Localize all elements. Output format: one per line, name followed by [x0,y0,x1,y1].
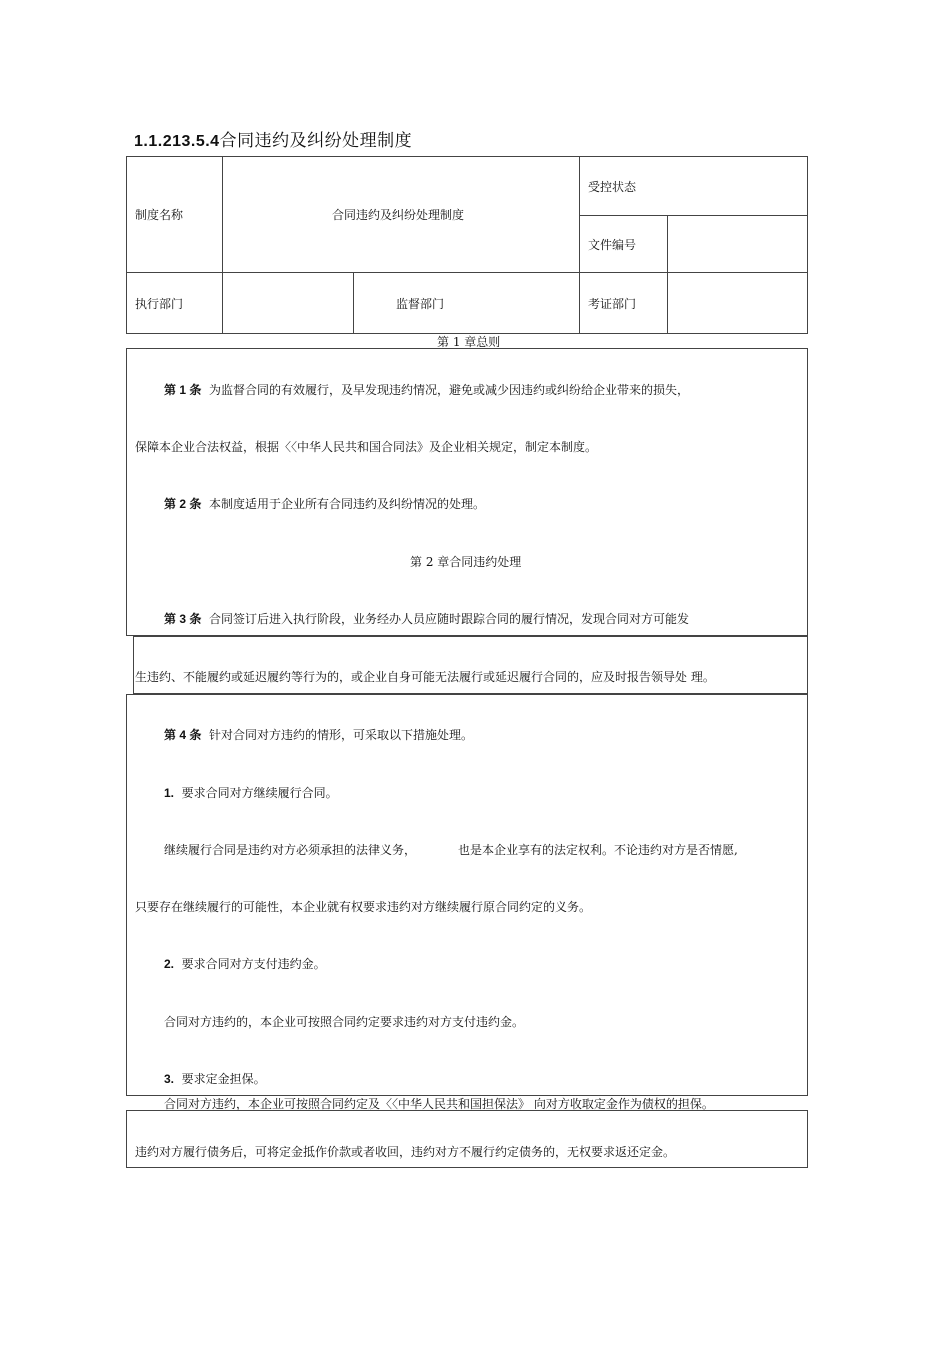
measure-1-line2: 只要存在继续履行的可能性，本企业就有权要求违约对方继续履行原合同约定的义务。 [135,900,592,914]
chapter-2-heading: 第 2 章合同违约处理 [410,555,522,569]
page-title [134,126,412,151]
control-status-label: 受控状态 [588,180,637,194]
body-box-3 [126,694,808,1096]
verify-dept-label: 考证部门 [588,297,637,311]
article-label: 第 3 条 [164,612,202,626]
section-number: 1.1.213.5.4 [134,133,220,150]
article-label: 第 2 条 [164,497,202,511]
measure-text: 要求定金担保。 [181,1072,266,1086]
article-2 [164,497,485,511]
table-divider [579,156,580,334]
exec-dept-label: 执行部门 [135,297,184,311]
section-title: 合同违约及纠纷处理制度 [219,131,413,151]
measure-1-title [164,786,338,800]
measure-3-title [164,1072,266,1086]
table-divider [579,215,808,216]
article-text: 针对合同对方违约的情形，可采取以下措施处理。 [208,728,473,742]
measure-3-line2: 违约对方履行债务后，可将定金抵作价款或者收回，违约对方不履行约定债务的，无权要求返还定金。 [135,1145,676,1159]
measure-1-line1a: 继续履行合同是违约对方必须承担的法律义务， [164,843,417,857]
name-value: 合同违约及纠纷处理制度 [332,208,465,222]
measure-text: 要求合同对方继续履行合同。 [181,786,338,800]
article-1-cont: 保障本企业合法权益，根据〈〈中华人民共和国合同法》及企业相关规定，制定本制度。 [135,440,598,454]
supervise-dept-label: 监督部门 [396,297,445,311]
article-4 [164,728,473,742]
article-1 [164,383,689,397]
article-label: 第 4 条 [164,728,202,742]
body-box-2 [133,636,808,694]
body-box-4 [126,1110,808,1168]
measure-number: 3. [164,1072,175,1086]
measure-3-line1: 合同对方违约，本企业可按照合同约定及〈〈中华人民共和国担保法》 向对方收取定金作为债权的担保。 [164,1097,714,1111]
measure-number: 2. [164,957,175,971]
article-3 [164,612,689,626]
article-3-cont: 生违约、不能履约或延迟履约等行为的，或企业自身可能无法履行或延迟履行合同的，应及时报告领导处 理。 [135,670,715,684]
name-label: 制度名称 [135,208,184,222]
table-divider [353,272,354,334]
measure-text: 要求合同对方支付违约金。 [181,957,326,971]
header-table [126,156,808,334]
table-divider [126,272,808,273]
article-text: 本制度适用于企业所有合同违约及纠纷情况的处理。 [208,497,485,511]
table-divider [667,215,668,334]
article-label: 第 1 条 [164,383,202,397]
article-text: 为监督合同的有效履行，及早发现违约情况，避免或减少因违约或纠纷给企业带来的损失， [208,383,689,397]
article-text: 合同签订后进入执行阶段，业务经办人员应随时跟踪合同的履行情况，发现合同对方可能发 [208,612,689,626]
measure-2-text: 合同对方违约的，本企业可按照合同约定要求违约对方支付违约金。 [164,1015,525,1029]
chapter-1-heading: 第 1 章总则 [437,335,501,349]
doc-number-label: 文件编号 [588,238,637,252]
measure-1-line1b: 也是本企业享有的法定权利。不论违约对方是否情愿, [458,843,738,857]
measure-number: 1. [164,786,175,800]
measure-2-title [164,957,326,971]
table-divider [222,156,223,334]
